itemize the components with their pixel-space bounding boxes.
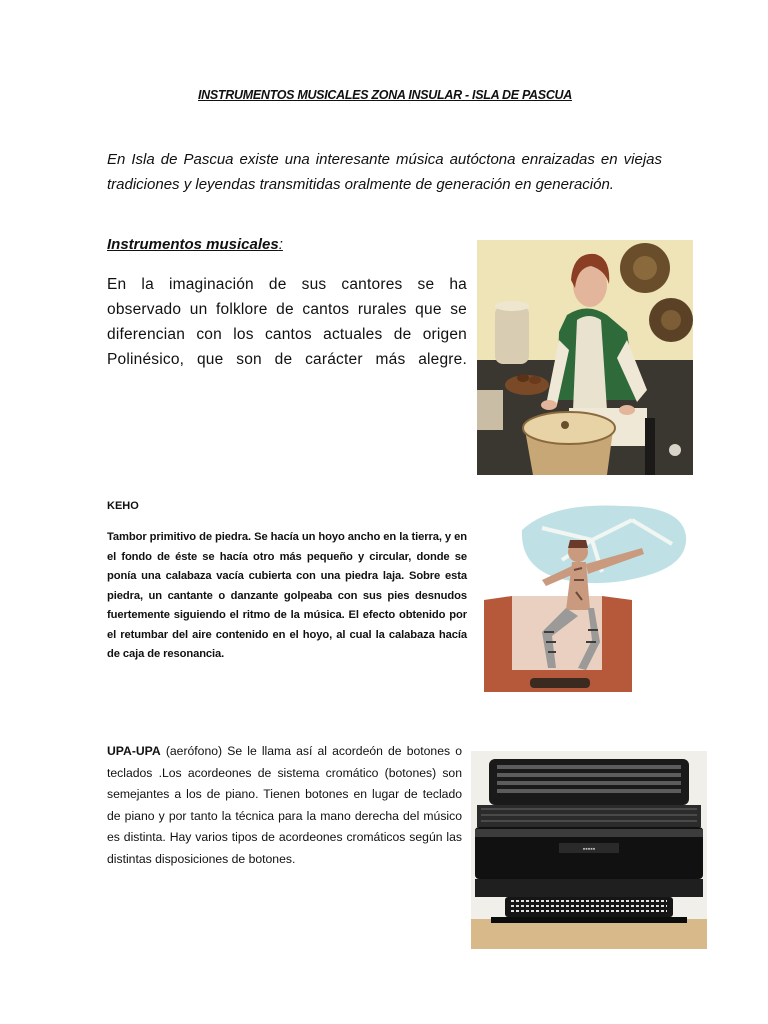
- document-title: INSTRUMENTOS MUSICALES ZONA INSULAR - ISLA DE PASCUA: [198, 88, 572, 102]
- section-heading-text: Instrumentos musicales: [107, 236, 279, 253]
- intro-paragraph: En Isla de Pascua existe una interesante música autóctona enraizadas en viejas tradiciones y leyendas transmitidas oralmente de generación en generación.: [107, 151, 662, 193]
- keho-heading: KEHO: [107, 500, 139, 512]
- upa-paragraph: [107, 741, 462, 870]
- section-paragraph: En la imaginación de sus cantores se ha observado un folklore de cantos rurales que se diferencian con los cantos actuales de origen Polinésico, que son de carácter más alegre.: [107, 276, 467, 368]
- accordion-illustration: [471, 751, 707, 949]
- musician-drum-illustration: [477, 240, 693, 475]
- accordion-brand-mark: ▪▪▪▪▪: [582, 846, 596, 853]
- section-heading-colon: :: [278, 236, 283, 253]
- keho-dancer-drawing: [482, 500, 692, 692]
- musician-drum-photo: [477, 240, 693, 475]
- keho-illustration: [482, 500, 692, 692]
- upa-text: (aerófono) Se le llama así al acordeón de botones o teclados .Los acordeones de sistema cromático (botones) son semejantes a los de piano. Tienen botones en lugar de teclado de piano y por tanto la técnica para la mano derecha del músico es distinta. Hay varios tipos de acordeones cromáticos según las distintas disposiciones de botones.: [107, 744, 462, 866]
- upa-name: UPA-UPA: [107, 744, 161, 758]
- keho-paragraph: Tambor primitivo de piedra. Se hacía un hoyo ancho en la tierra, y en el fondo de éste se hacía otro más pequeño y circular, donde se ponía una calabaza vacía cubierta con una piedra laja. Sobre esta piedra, un cantante o danzante golpeaba con sus pies desnudos fuertemente siguiendo el ritmo de la música. El efecto obtenido por el retumbar del aire contenido en el hoyo, al cual la calabaza hacía de caja de resonancia.: [107, 531, 467, 660]
- section-heading: [107, 236, 283, 253]
- accordion-photo: [471, 751, 707, 949]
